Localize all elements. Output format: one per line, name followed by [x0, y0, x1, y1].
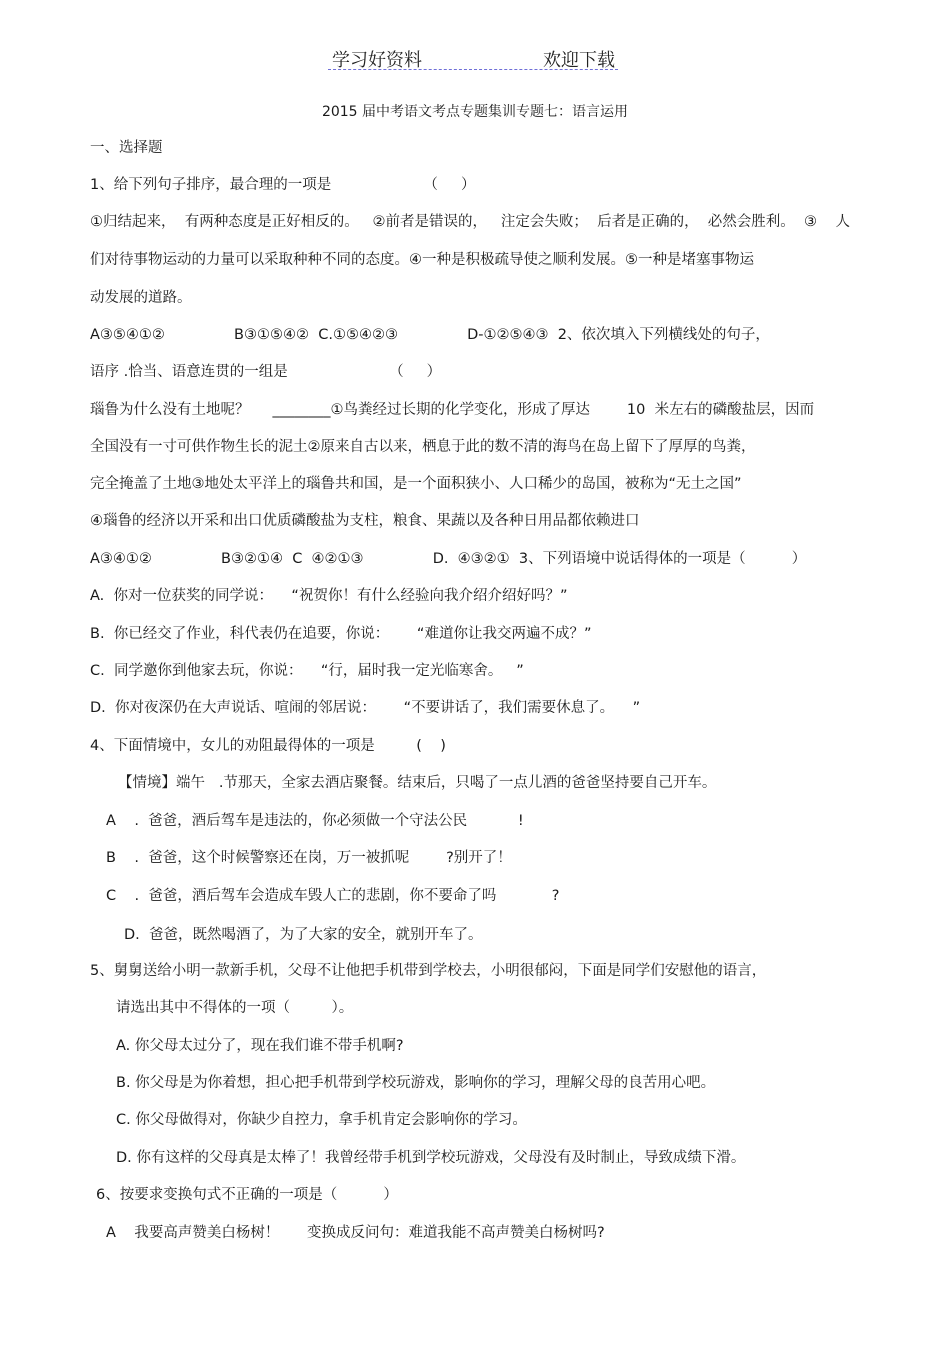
question-2-text-line-3: 完全掩盖了土地③地处太平洋上的瑙鲁共和国，是一个面积狭小、人口稀少的岛国，被称为“无土之国” [90, 476, 742, 492]
question-1-text-line-2: 们对待事物运动的力量可以采取种种不同的态度。④一种是积极疏导使之顺利发展。⑤一种是堵塞事物运 [90, 252, 754, 268]
question-2-text-line-4: ④瑙鲁的经济以开采和出口优质磷酸盐为支柱，粮食、果蔬以及各种日用品都依赖进口 [90, 513, 640, 529]
question-5-option-d: D. 你有这样的父母真是太棒了！我曾经带手机到学校玩游戏，父母没有及时制止，导致成绩下滑。 [116, 1150, 746, 1166]
question-2-stem: 语序 .恰当、语意连贯的一组是 （ ） [90, 364, 442, 380]
header-right-text: 欢迎下载 [543, 50, 615, 71]
question-4-scenario: 【情境】端午 .节那天，全家去酒店聚餐。结束后，只喝了一点儿酒的爸爸坚持要自己开车。 [118, 775, 717, 791]
question-5-stem-line-1: 5、舅舅送给小明一款新手机，父母不让他把手机带到学校去，小明很郁闷，下面是同学们安慰他的语言， [90, 963, 767, 979]
question-3-option-b: B. 你已经交了作业，科代表仍在追要，你说： “难道你让我交两遍不成？” [90, 626, 592, 642]
question-4-stem: 4、下面情境中，女儿的劝阻最得体的一项是 ( ) [90, 738, 446, 754]
question-4-option-c: C . 爸爸，酒后驾车会造成车毁人亡的悲剧，你不要命了吗 ? [106, 888, 560, 904]
question-5-option-a: A. 你父母太过分了，现在我们谁不带手机啊? [116, 1038, 404, 1054]
question-5-stem-line-2: 请选出其中不得体的一项（ ）。 [116, 1000, 354, 1016]
question-4-option-d: D. 爸爸，既然喝酒了，为了大家的安全，就别开车了。 [124, 927, 483, 943]
question-3-option-d: D. 你对夜深仍在大声说话、喧闹的邻居说： “不要讲话了，我们需要休息了。 ” [90, 700, 641, 716]
question-4-option-a: A . 爸爸，酒后驾车是违法的，你必须做一个守法公民 ! [106, 813, 524, 829]
question-6-stem: 6、按要求变换句式不正确的一项是（ ） [96, 1187, 398, 1203]
question-6-option-a: A 我要高声赞美白杨树！ 变换成反问句：难道我能不高声赞美白杨树吗? [106, 1225, 605, 1241]
section-heading: 一、选择题 [90, 140, 163, 156]
question-5-option-b: B. 你父母是为你着想，担心把手机带到学校玩游戏，影响你的学习，理解父母的良苦用心吧。 [116, 1075, 716, 1091]
question-2-options: A③④①② B③②①④ C ④②①③ D. ④③②① 3、下列语境中说话得体的一项是（ ） [90, 551, 807, 567]
page-title: 2015 届中考语文考点专题集训专题七：语言运用 [321, 104, 629, 120]
question-1-text-line-3: 动发展的道路。 [90, 290, 192, 306]
question-2-text-line-1: 瑙鲁为什么没有土地呢？ ________①鸟粪经过长期的化学变化，形成了厚达 10 米左右的磷酸盐层，因而 [90, 402, 815, 418]
question-1-stem: 1、给下列句子排序，最合理的一项是 （ ） [90, 177, 476, 193]
question-5-option-c: C. 你父母做得对，你缺少自控力，拿手机肯定会影响你的学习。 [116, 1112, 527, 1128]
question-1-options: A③⑤④①② B③①⑤④② C.①⑤④②③ D-①②⑤④③ 2、依次填入下列横线处的句子， [90, 327, 770, 343]
question-3-option-a: A. 你对一位获奖的同学说： “祝贺你！有什么经验向我介绍介绍好吗？” [90, 588, 568, 604]
question-4-option-b: B . 爸爸，这个时候警察还在岗，万一被抓呢 ?别开了！ [106, 850, 512, 866]
question-1-text-line-1: ①归结起来， 有两种态度是正好相反的。 ②前者是错误的， 注定会失败； 后者是正确的， 必然会胜利。 ③ 人 [90, 214, 850, 230]
question-3-option-c: C. 同学邀你到他家去玩，你说： “行，届时我一定光临寒舍。 ” [90, 663, 524, 679]
question-2-text-line-2: 全国没有一寸可供作物生长的泥土②原来自古以来，栖息于此的数不清的海鸟在岛上留下了厚厚的鸟粪， [90, 439, 756, 455]
header-left-text: 学习好资料 [332, 50, 422, 71]
header-dashed-rule [328, 69, 618, 70]
